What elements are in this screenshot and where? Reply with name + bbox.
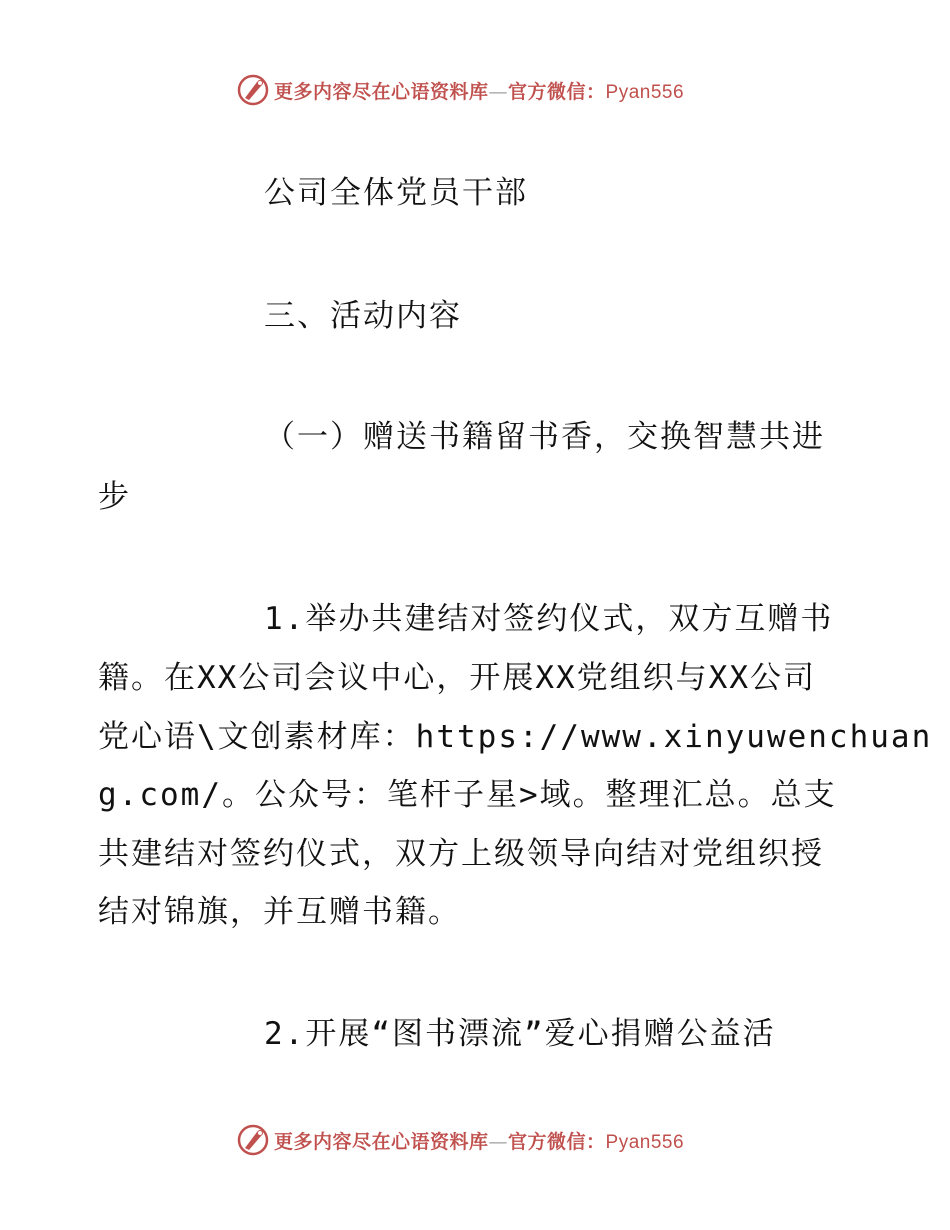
watermark-text (274, 77, 684, 104)
watermark-id: Pyan556 (605, 81, 685, 103)
footer-watermark (236, 1122, 716, 1158)
pen-logo-icon (236, 73, 270, 107)
watermark-id: Pyan556 (605, 1131, 685, 1153)
pen-logo-icon (236, 1123, 270, 1157)
paragraph-1-line-1: 1.举办共建结对签约仪式，双方互赠书 (264, 601, 834, 637)
paragraph-2-line-1: 2.开展“图书漂流”爱心捐赠公益活 (264, 1016, 776, 1052)
subheading-line-1: （一）赠送书籍留书香，交换智慧共进 (264, 419, 825, 455)
header-watermark (236, 72, 716, 108)
paragraph-1-line-5: 共建结对签约仪式，双方上级领导向结对党组织授 (98, 836, 824, 872)
paragraph-1-line-4: g.com/。公众号：笔杆子星>域。整理汇总。总支 (98, 777, 837, 813)
paragraph-1-line-3: 党心语\文创素材库：https://www.xinyuwenchuan (98, 719, 933, 755)
watermark-dash: — (488, 80, 509, 103)
section-heading: 三、活动内容 (264, 298, 462, 334)
watermark-tail: 官方微信： (508, 1130, 606, 1153)
text-line-participants: 公司全体党员干部 (264, 175, 528, 211)
watermark-dash: — (488, 1130, 509, 1153)
paragraph-1-line-2: 籍。在XX公司会议中心，开展XX党组织与XX公司 (98, 660, 816, 696)
subheading-line-2: 步 (98, 479, 131, 515)
watermark-main: 更多内容尽在心语资料库 (274, 80, 489, 103)
paragraph-1-line-6: 结对锦旗，并互赠书籍。 (98, 894, 461, 930)
watermark-tail: 官方微信： (508, 80, 606, 103)
watermark-main: 更多内容尽在心语资料库 (274, 1130, 489, 1153)
watermark-text (274, 1127, 684, 1154)
